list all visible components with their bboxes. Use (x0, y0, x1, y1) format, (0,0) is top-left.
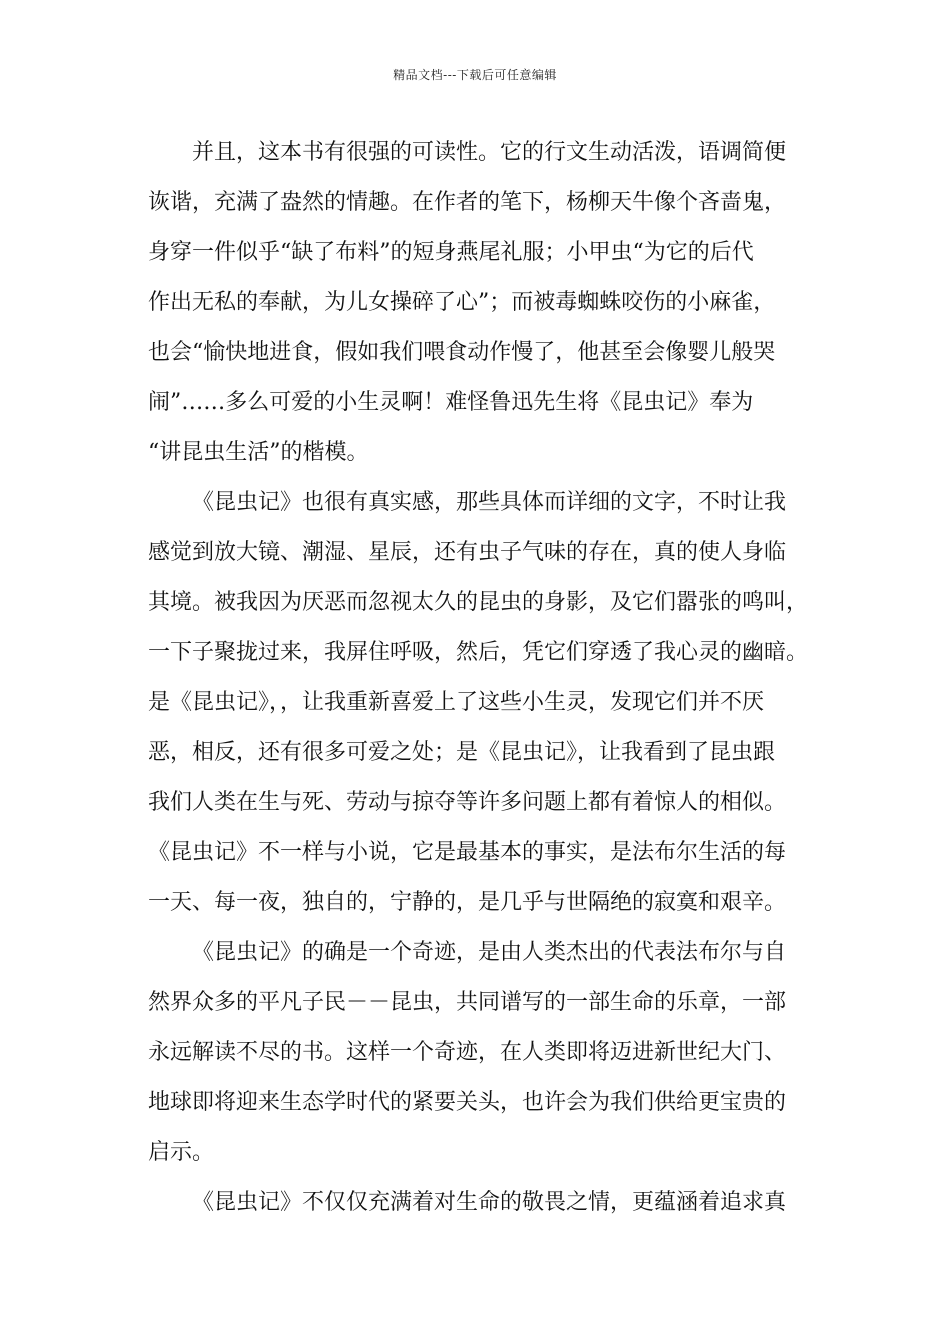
paragraph-line: 恶，相反，还有很多可爱之处；是《昆虫记》，让我看到了昆虫跟 (148, 740, 776, 765)
document-body (148, 128, 818, 1228)
paragraph-line: 然界众多的平凡子民－－昆虫，共同谱写的一部生命的乐章，一部 (148, 990, 787, 1015)
paragraph-line: 《昆虫记》不一样与小说，它是最基本的事实，是法布尔生活的每 (148, 840, 787, 865)
paragraph-3 (148, 928, 818, 1178)
paragraph-1 (148, 128, 818, 478)
paragraph-line: 永远解读不尽的书。这样一个奇迹，在人类即将迈进新世纪大门、 (148, 1040, 787, 1065)
paragraph-line: 身穿一件似乎“缺了布料”的短身燕尾礼服；小甲虫“为它的后代 (148, 240, 754, 265)
paragraph-line: 我们人类在生与死、劳动与掠夺等许多问题上都有着惊人的相似。 (148, 790, 787, 815)
paragraph-line: 是《昆虫记》，，让我重新喜爱上了这些小生灵，发现它们并不厌 (148, 690, 765, 715)
paragraph-line: 地球即将迎来生态学时代的紧要关头，也许会为我们供给更宝贵的 (148, 1090, 787, 1115)
paragraph-line: 其境。被我因为厌恶而忽视太久的昆虫的身影，及它们嚣张的鸣叫， (148, 590, 809, 615)
paragraph-line: 《昆虫记》的确是一个奇迹，是由人类杰出的代表法布尔与自 (192, 940, 787, 965)
paragraph-line: 一天、每一夜，独自的，宁静的，是几乎与世隔绝的寂寞和艰辛。 (148, 890, 787, 915)
paragraph-line: 作出无私的奉献，为儿女操碎了心”；而被毒蜘蛛咬伤的小麻雀， (148, 290, 776, 315)
paragraph-line: 闹”……多么可爱的小生灵啊！难怪鲁迅先生将《昆虫记》奉为 (148, 390, 754, 415)
paragraph-line: “讲昆虫生活”的楷模。 (148, 440, 369, 465)
page-header: 精品文档---下载后可任意编辑 (393, 68, 557, 82)
paragraph-line: 《昆虫记》也很有真实感，那些具体而详细的文字，不时让我 (192, 490, 787, 515)
paragraph-line: 感觉到放大镜、潮湿、星辰，还有虫子气味的存在，真的使人身临 (148, 540, 787, 565)
paragraph-line: 并且，这本书有很强的可读性。它的行文生动活泼，语调简便 (192, 140, 787, 165)
paragraph-line: 启示。 (148, 1140, 215, 1165)
paragraph-line: 一下子聚拢过来，我屏住呼吸，然后，凭它们穿透了我心灵的幽暗。 (148, 640, 809, 665)
paragraph-line: 也会“愉快地进食，假如我们喂食动作慢了，他甚至会像婴儿般哭 (148, 340, 776, 365)
paragraph-4 (148, 1178, 818, 1228)
paragraph-line: 诙谐，充满了盎然的情趣。在作者的笔下，杨柳天牛像个吝啬鬼， (148, 190, 787, 215)
paragraph-line: 《昆虫记》不仅仅充满着对生命的敬畏之情，更蕴涵着追求真 (192, 1190, 787, 1215)
paragraph-2 (148, 478, 818, 928)
